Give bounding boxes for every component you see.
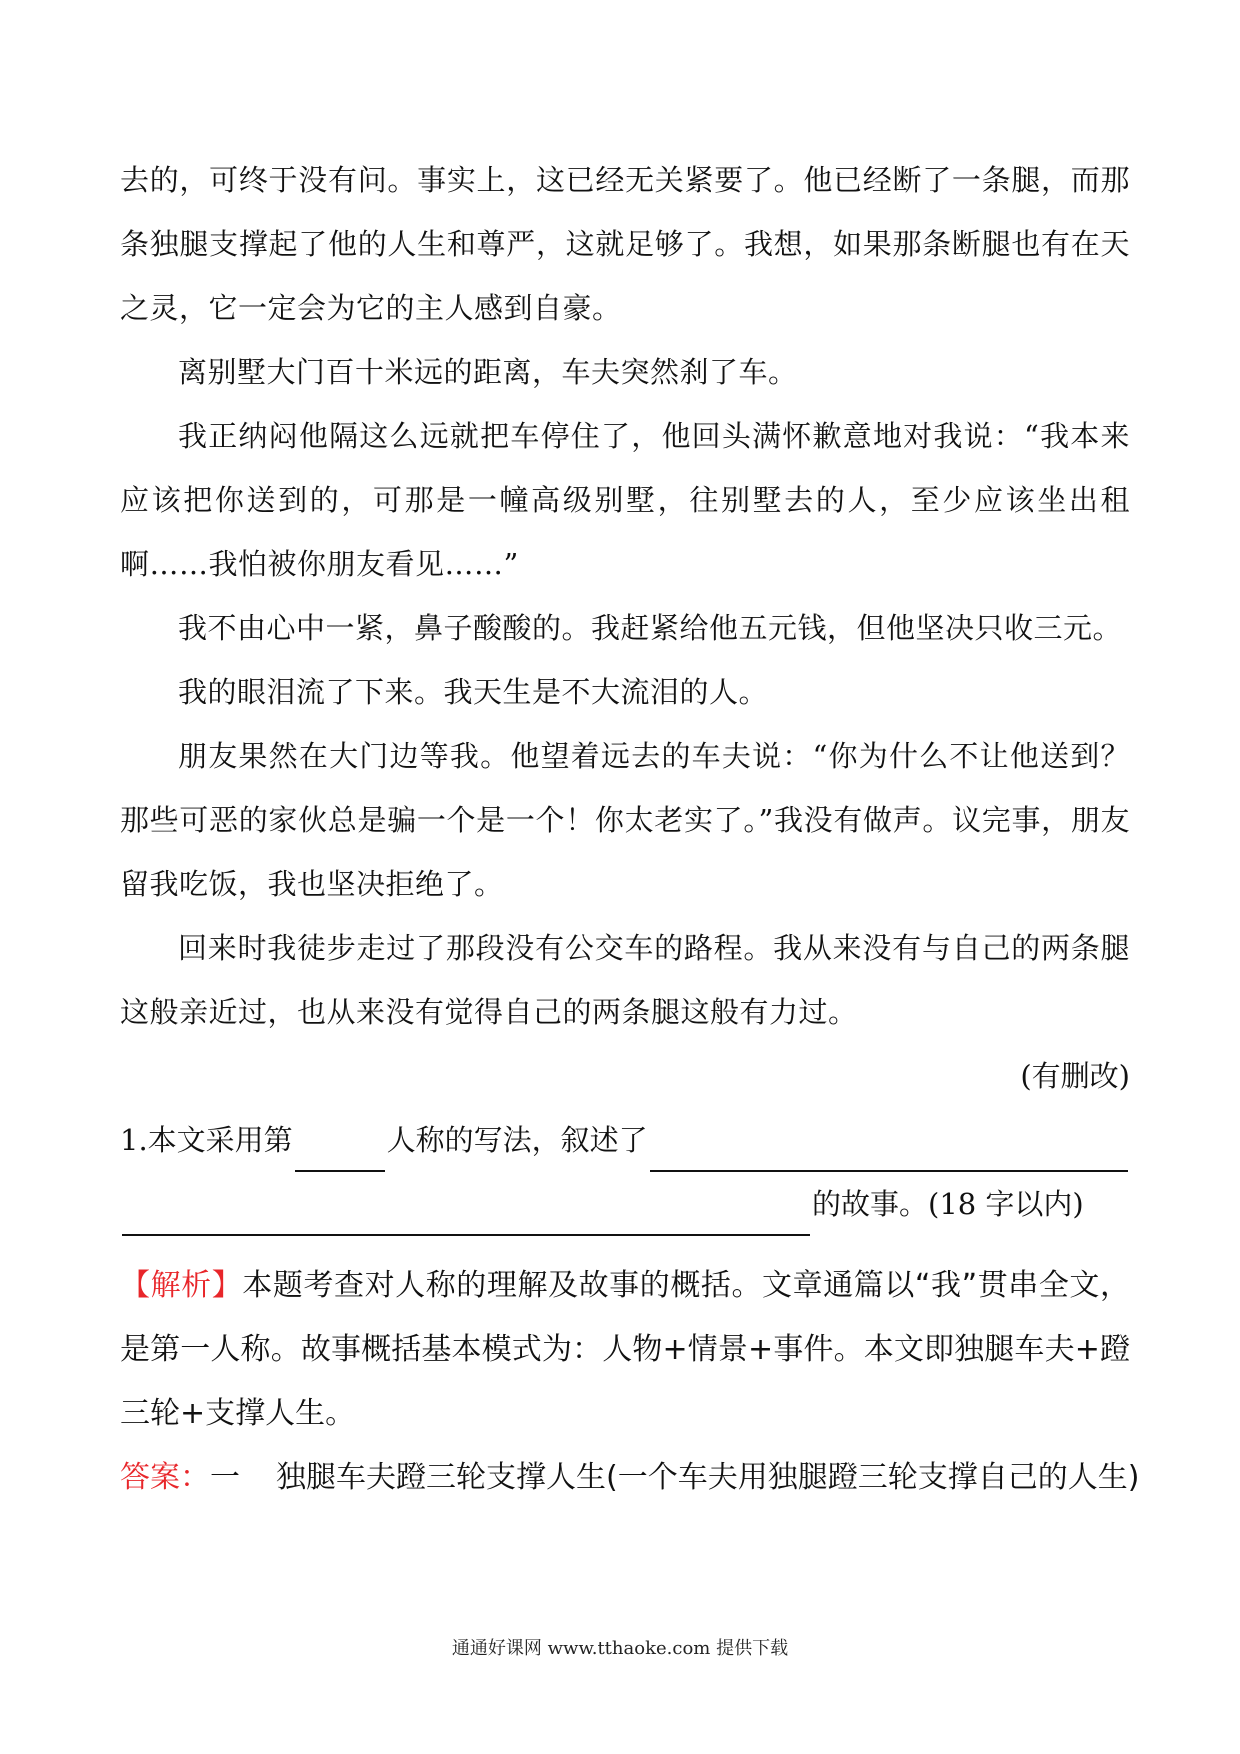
paragraph-3: 我正纳闷他隔这么远就把车停住了，他回头满怀歉意地对我说：“我本来应该把你送到的，可那是一幢高级别墅，往别墅去的人，至少应该坐出租啊……我怕被你朋友看见……”: [120, 419, 1130, 581]
paragraph-4: 我不由心中一紧，鼻子酸酸的。我赶紧给他五元钱，但他坚决只收三元。: [178, 611, 1123, 645]
person-blank[interactable]: [295, 1130, 385, 1172]
question-1-part-3: 的故事。(18 字以内): [812, 1187, 1084, 1221]
page-footer: 通通好课网 www.tthaoke.com 提供下载: [451, 1638, 789, 1659]
question-1-part-1: 1.本文采用第: [120, 1123, 293, 1157]
story-blank-line-2[interactable]: [122, 1194, 810, 1236]
story-blank-line-1[interactable]: [650, 1130, 1128, 1172]
question-1-line-2: [120, 1172, 1130, 1236]
analysis-tag: 【解析】: [120, 1268, 243, 1303]
analysis: [120, 1254, 1130, 1446]
answer: [120, 1446, 1140, 1510]
answer-part-2: 独腿车夫蹬三轮支撑人生(一个车夫用独腿蹬三轮支撑自己的人生): [276, 1460, 1140, 1495]
document-body: [120, 148, 1140, 1510]
analysis-text: 本题考查对人称的理解及故事的概括。文章通篇以“我”贯串全文，是第一人称。故事概括基本模式为：人物+情景+事件。本文即独腿车夫+蹬三轮+支撑人生。: [120, 1268, 1130, 1431]
question-1-part-2: 人称的写法，叙述了: [386, 1123, 648, 1157]
answer-tag: 答案：: [120, 1460, 210, 1495]
paragraph-6: 朋友果然在大门边等我。他望着远去的车夫说：“你为什么不让他送到？那些可恶的家伙总是骗一个是一个！你太老实了。”我没有做声。议完事，朋友留我吃饭，我也坚决拒绝了。: [120, 739, 1130, 901]
paragraph-1: 去的，可终于没有问。事实上，这已经无关紧要了。他已经断了一条腿，而那条独腿支撑起了他的人生和尊严，这就足够了。我想，如果那条断腿也有在天之灵，它一定会为它的主人感到自豪。: [120, 163, 1130, 325]
answer-part-1: 一: [210, 1460, 240, 1495]
paragraph-7: 回来时我徒步走过了那段没有公交车的路程。我从来没有与自己的两条腿这般亲近过，也从来没有觉得自己的两条腿这般有力过。: [120, 931, 1130, 1029]
question-1-line-1: [120, 1108, 1130, 1172]
source-note: (有删改): [1020, 1059, 1130, 1093]
paragraph-2: 离别墅大门百十米远的距离，车夫突然刹了车。: [178, 355, 798, 389]
paragraph-5: 我的眼泪流了下来。我天生是不大流泪的人。: [178, 675, 769, 709]
